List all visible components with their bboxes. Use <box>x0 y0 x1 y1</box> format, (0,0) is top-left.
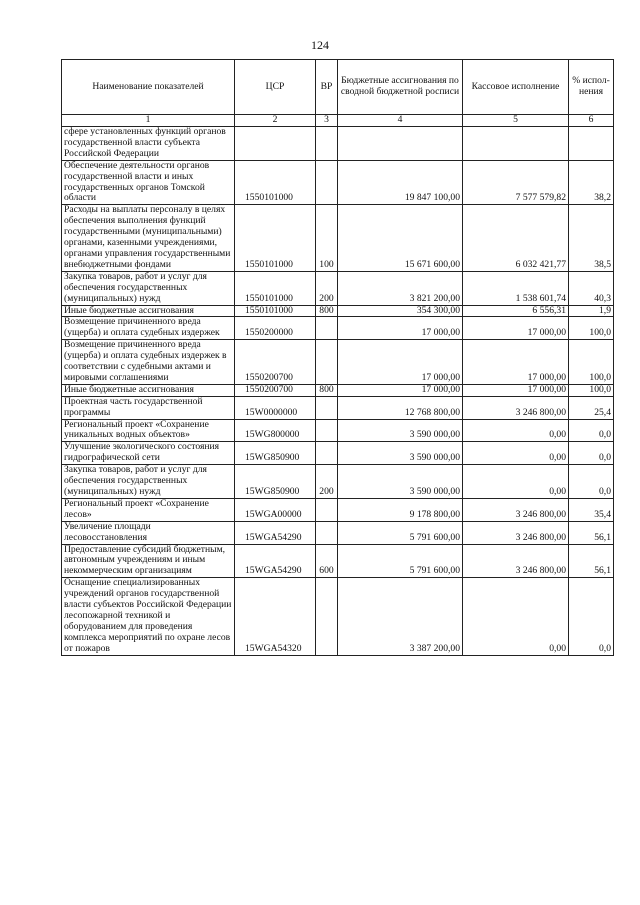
row-pct-cell: 56,1 <box>569 521 614 544</box>
table-row <box>62 317 614 340</box>
column-number-row <box>62 115 614 127</box>
row-vr-cell: 800 <box>316 305 338 317</box>
header-cash: Кассовое исполнение <box>463 60 569 115</box>
column-number: 4 <box>338 115 463 127</box>
table-row <box>62 205 614 271</box>
row-vr-cell <box>316 442 338 465</box>
row-csr-cell: 15WGA54290 <box>235 544 316 578</box>
header-row <box>62 60 614 115</box>
row-cash-cell <box>463 127 569 161</box>
row-cash-cell: 7 577 579,82 <box>463 160 569 205</box>
row-cash-cell: 3 246 800,00 <box>463 521 569 544</box>
row-budget-cell: 3 387 200,00 <box>338 578 463 655</box>
row-csr-cell: 15WG850900 <box>235 465 316 499</box>
row-csr-cell: 1550101000 <box>235 271 316 305</box>
table-row <box>62 271 614 305</box>
row-cash-cell: 17 000,00 <box>463 317 569 340</box>
row-pct-cell: 56,1 <box>569 544 614 578</box>
row-budget-cell: 3 590 000,00 <box>338 442 463 465</box>
row-csr-cell: 1550101000 <box>235 305 316 317</box>
row-pct-cell: 38,5 <box>569 205 614 271</box>
table-row <box>62 521 614 544</box>
row-csr-cell: 15WGA54320 <box>235 578 316 655</box>
row-pct-cell: 25,4 <box>569 396 614 419</box>
row-name-cell: Региональный проект «Сохранение уникальных водных объектов» <box>62 419 235 442</box>
row-name-cell: Иные бюджетные ассигнования <box>62 384 235 396</box>
row-pct-cell: 100,0 <box>569 340 614 385</box>
row-pct-cell <box>569 127 614 161</box>
row-cash-cell: 0,00 <box>463 578 569 655</box>
row-cash-cell: 0,00 <box>463 442 569 465</box>
row-vr-cell <box>316 419 338 442</box>
table-row <box>62 127 614 161</box>
row-budget-cell: 3 821 200,00 <box>338 271 463 305</box>
row-budget-cell <box>338 127 463 161</box>
row-vr-cell <box>316 498 338 521</box>
row-csr-cell: 1550200000 <box>235 317 316 340</box>
table-row <box>62 340 614 385</box>
column-number: 3 <box>316 115 338 127</box>
budget-table <box>61 59 614 656</box>
header-pct: % испол-нения <box>569 60 614 115</box>
table-row <box>62 498 614 521</box>
row-budget-cell: 3 590 000,00 <box>338 419 463 442</box>
row-name-cell: Обеспечение деятельности органов государственной власти и иных государственных органов Томской области <box>62 160 235 205</box>
row-csr-cell: 15WG850900 <box>235 442 316 465</box>
row-pct-cell: 0,0 <box>569 442 614 465</box>
row-pct-cell: 0,0 <box>569 465 614 499</box>
row-cash-cell: 1 538 601,74 <box>463 271 569 305</box>
row-vr-cell <box>316 127 338 161</box>
table-row <box>62 384 614 396</box>
table-row <box>62 160 614 205</box>
row-budget-cell: 19 847 100,00 <box>338 160 463 205</box>
row-csr-cell: 15WGA54290 <box>235 521 316 544</box>
row-vr-cell: 200 <box>316 465 338 499</box>
row-vr-cell: 200 <box>316 271 338 305</box>
row-vr-cell <box>316 160 338 205</box>
row-pct-cell: 38,2 <box>569 160 614 205</box>
row-name-cell: Проектная часть государственной программы <box>62 396 235 419</box>
row-name-cell: Увеличение площади лесовосстановления <box>62 521 235 544</box>
row-budget-cell: 17 000,00 <box>338 317 463 340</box>
row-name-cell: Оснащение специализированных учреждений органов государственной власти субъектов Российской Федерации лесопожарной техникой и оборудованием для проведения комплекса мероприятий по охране лесов от пожаров <box>62 578 235 655</box>
row-name-cell: Закупка товаров, работ и услуг для обеспечения государственных (муниципальных) нужд <box>62 465 235 499</box>
row-cash-cell: 6 556,31 <box>463 305 569 317</box>
row-csr-cell <box>235 127 316 161</box>
row-budget-cell: 9 178 800,00 <box>338 498 463 521</box>
row-csr-cell: 1550101000 <box>235 160 316 205</box>
row-pct-cell: 35,4 <box>569 498 614 521</box>
header-budget: Бюджетные ассигнования по сводной бюджетной росписи <box>338 60 463 115</box>
row-vr-cell: 800 <box>316 384 338 396</box>
table-row <box>62 578 614 655</box>
row-pct-cell: 0,0 <box>569 419 614 442</box>
row-vr-cell: 600 <box>316 544 338 578</box>
row-pct-cell: 1,9 <box>569 305 614 317</box>
row-cash-cell: 17 000,00 <box>463 340 569 385</box>
row-cash-cell: 0,00 <box>463 419 569 442</box>
row-name-cell: Иные бюджетные ассигнования <box>62 305 235 317</box>
column-number: 5 <box>463 115 569 127</box>
row-cash-cell: 17 000,00 <box>463 384 569 396</box>
column-number: 6 <box>569 115 614 127</box>
row-cash-cell: 3 246 800,00 <box>463 544 569 578</box>
row-csr-cell: 1550200700 <box>235 340 316 385</box>
row-name-cell: Возмещение причиненного вреда (ущерба) и оплата судебных издержек <box>62 317 235 340</box>
row-budget-cell: 5 791 600,00 <box>338 521 463 544</box>
row-vr-cell <box>316 578 338 655</box>
header-csr: ЦСР <box>235 60 316 115</box>
row-pct-cell: 100,0 <box>569 384 614 396</box>
row-budget-cell: 12 768 800,00 <box>338 396 463 419</box>
row-csr-cell: 1550101000 <box>235 205 316 271</box>
column-number: 2 <box>235 115 316 127</box>
row-vr-cell <box>316 317 338 340</box>
column-number: 1 <box>62 115 235 127</box>
table-row <box>62 419 614 442</box>
row-budget-cell: 17 000,00 <box>338 384 463 396</box>
table-row <box>62 396 614 419</box>
row-csr-cell: 15W0000000 <box>235 396 316 419</box>
row-name-cell: Расходы на выплаты персоналу в целях обеспечения выполнения функций государственными (муниципальными) органами, казенными учреждениями, органами управления государственными внебюджетными фондами <box>62 205 235 271</box>
row-name-cell: Региональный проект «Сохранение лесов» <box>62 498 235 521</box>
row-csr-cell: 15WGA00000 <box>235 498 316 521</box>
row-budget-cell: 354 300,00 <box>338 305 463 317</box>
row-pct-cell: 0,0 <box>569 578 614 655</box>
row-cash-cell: 3 246 800,00 <box>463 498 569 521</box>
row-name-cell: Предоставление субсидий бюджетным, автономным учреждениям и иным некоммерческим организациям <box>62 544 235 578</box>
row-cash-cell: 0,00 <box>463 465 569 499</box>
row-name-cell: сфере установленных функций органов государственной власти субъекта Российской Федерации <box>62 127 235 161</box>
table-row <box>62 305 614 317</box>
row-budget-cell: 17 000,00 <box>338 340 463 385</box>
row-cash-cell: 6 032 421,77 <box>463 205 569 271</box>
page-number: 124 <box>311 38 329 52</box>
row-budget-cell: 3 590 000,00 <box>338 465 463 499</box>
row-vr-cell <box>316 521 338 544</box>
row-pct-cell: 100,0 <box>569 317 614 340</box>
row-name-cell: Возмещение причиненного вреда (ущерба) и оплата судебных издержек в соответствии с судебными актами и мировыми соглашениями <box>62 340 235 385</box>
header-name: Наименование показателей <box>62 60 235 115</box>
row-name-cell: Закупка товаров, работ и услуг для обеспечения государственных (муниципальных) нужд <box>62 271 235 305</box>
row-cash-cell: 3 246 800,00 <box>463 396 569 419</box>
row-budget-cell: 15 671 600,00 <box>338 205 463 271</box>
row-pct-cell: 40,3 <box>569 271 614 305</box>
table-row <box>62 465 614 499</box>
row-vr-cell <box>316 340 338 385</box>
row-csr-cell: 1550200700 <box>235 384 316 396</box>
row-vr-cell <box>316 396 338 419</box>
row-vr-cell: 100 <box>316 205 338 271</box>
header-vr: ВР <box>316 60 338 115</box>
row-name-cell: Улучшение экологического состояния гидрографической сети <box>62 442 235 465</box>
row-budget-cell: 5 791 600,00 <box>338 544 463 578</box>
row-csr-cell: 15WG800000 <box>235 419 316 442</box>
table-row <box>62 544 614 578</box>
table-row <box>62 442 614 465</box>
